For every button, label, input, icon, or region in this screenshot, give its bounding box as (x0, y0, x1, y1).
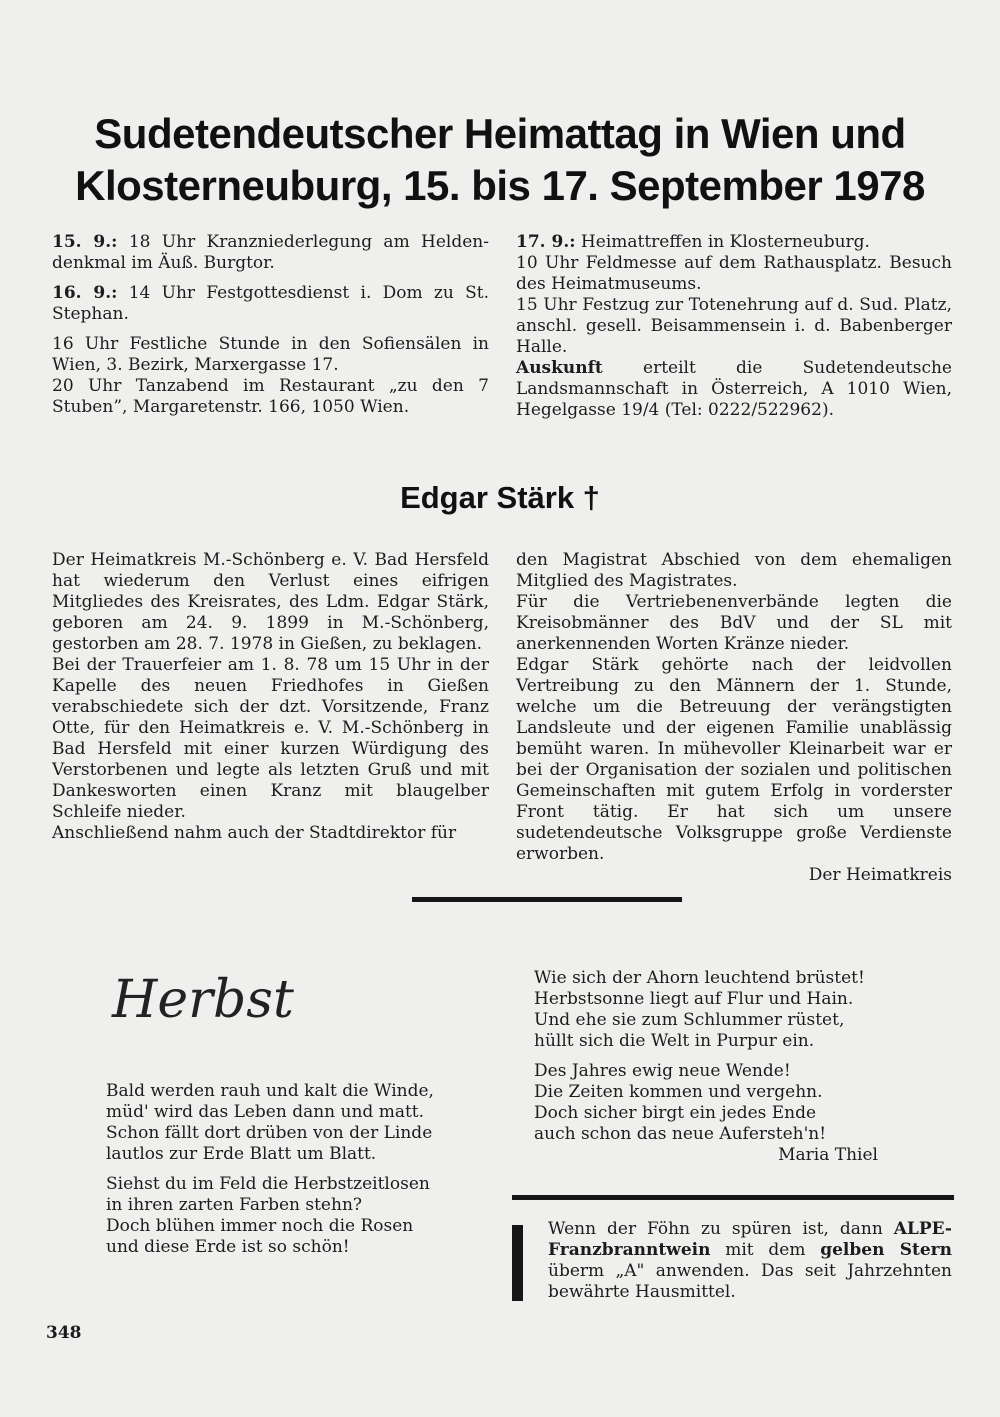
program-left-column (52, 232, 489, 418)
poem-title: Herbst (112, 970, 294, 1030)
poem-author: Maria Thiel (778, 1145, 878, 1165)
poem-line: Doch sicher birgt ein jedes Ende (534, 1103, 817, 1123)
obituary-paragraph: Für die Vertriebenenverbände legten die Kreisobmänner des BdV und der SL mit anerkennenden Worten Kränze nieder. (516, 592, 952, 654)
program-entry: 20 Uhr Tanzabend im Restaurant „zu den 7 Stuben”, Margaretenstr. 166, 1050 Wien. (52, 376, 489, 417)
title-line-2: Klosterneuburg, 15. bis 17. September 1978 (75, 162, 925, 209)
poem-left-column (106, 1081, 506, 1258)
poem-right-column (534, 968, 894, 1166)
obituary-left-column (52, 550, 489, 844)
program-entry: 17. 9.: Heimattreffen in Klosterneuburg. (516, 232, 870, 252)
obituary-paragraph: den Magistrat Abschied von dem ehemaligen Mitglied des Magistrates. (516, 550, 952, 591)
poem-line: Doch blühen immer noch die Rosen (106, 1216, 414, 1236)
obituary-paragraph: Edgar Stärk gehörte nach der leidvollen Vertreibung zu den Männern der 1. Stunde, welche um die Betreuung der verängstigten Landsleute und der eigenen Familie unablässig bemüht waren. In mühevoller Kleinarbeit war er bei der Organisation der sozialen und politischen Gemeinschaften mit gutem Erfolg in vorderster Front tätig. Er hat sich um unsere sudetendeutsche Volksgruppe große Verdienste erworben. (516, 655, 952, 864)
obituary-paragraph: Der Heimatkreis M.-Schönberg e. V. Bad Hersfeld hat wiederum den Verlust eines eifrigen Mitgliedes des Kreisrates, des Ldm. Edgar Stärk, geboren am 24. 9. 1899 in M.-Schönberg, gestorben am 28. 7. 1978 in Gießen, zu beklagen. (52, 550, 489, 654)
poem-line: hüllt sich die Welt in Purpur ein. (534, 1031, 815, 1051)
poem-line: Bald werden rauh und kalt die Winde, (106, 1081, 434, 1101)
obituary-right-column (516, 550, 952, 886)
advertisement: Wenn der Föhn zu spüren ist, dann ALPE-Franzbranntwein mit dem gelben Stern überm „A" anwenden. Das seit Jahrzehnten bewährte Hausmittel. (548, 1219, 953, 1302)
obituary-paragraph: Anschließend nahm auch der Stadtdirektor für (52, 823, 457, 843)
obituary-signature: Der Heimatkreis (808, 865, 952, 885)
poem-line: Herbstsonne liegt auf Flur und Hain. (534, 989, 854, 1009)
poem-line: Und ehe sie zum Schlummer rüstet, (534, 1010, 845, 1030)
section-divider (412, 897, 682, 902)
poem-line: Wie sich der Ahorn leuchtend brüstet! (534, 968, 865, 988)
program-right-column (516, 232, 952, 421)
poem-line: Die Zeiten kommen und vergehn. (534, 1082, 823, 1102)
obituary-paragraph: Bei der Trauerfeier am 1. 8. 78 um 15 Uhr in der Kapelle des neuen Friedhofes in Gießen verabschiedete sich der dzt. Vorsitzende, Franz Otte, für den Heimatkreis e. V. M.-Schönberg in Bad Hersfeld mit einer kurzen Würdigung des Verstorbenen und legte als letzten Gruß und mit Dankesworten einen Kranz mit blaugelber Schleife nieder. (52, 655, 489, 822)
title-line-1: Sudetendeutscher Heimattag in Wien und (94, 110, 906, 157)
page-title (40, 108, 960, 212)
obituary-heading: Edgar Stärk † (400, 480, 600, 515)
program-entry: Auskunft erteilt die Sudetendeutsche Landsmannschaft in Österreich, A 1010 Wien, Hegelgasse 19/4 (Tel: 0222/522962). (516, 358, 952, 420)
program-entry: 16. 9.: 14 Uhr Festgottesdienst i. Dom zu St. Stephan. (52, 283, 489, 324)
poem-line: müd' wird das Leben dann und matt. (106, 1102, 425, 1122)
poem-line: lautlos zur Erde Blatt um Blatt. (106, 1144, 377, 1164)
poem-line: auch schon das neue Aufersteh'n! (534, 1124, 827, 1144)
program-entry: 15. 9.: 18 Uhr Kranzniederlegung am Helden-denkmal im Äuß. Burgtor. (52, 232, 489, 273)
program-entry: 10 Uhr Feldmesse auf dem Rathausplatz. Besuch des Heimatmuseums. (516, 253, 952, 294)
ad-side-bar (512, 1225, 523, 1301)
poem-line: Des Jahres ewig neue Wende! (534, 1061, 791, 1081)
program-entry: 15 Uhr Festzug zur Totenehrung auf d. Sud. Platz, anschl. gesell. Beisammensein i. d. Babenberger Halle. (516, 295, 952, 357)
ad-top-rule (512, 1195, 954, 1200)
poem-line: in ihren zarten Farben stehn? (106, 1195, 363, 1215)
poem-line: und diese Erde ist so schön! (106, 1237, 350, 1257)
poem-line: Siehst du im Feld die Herbstzeitlosen (106, 1174, 430, 1194)
poem-line: Schon fällt dort drüben von der Linde (106, 1123, 433, 1143)
page-number: 348 (46, 1323, 82, 1343)
program-entry: 16 Uhr Festliche Stunde in den Sofiensälen in Wien, 3. Bezirk, Marxergasse 17. (52, 334, 489, 375)
